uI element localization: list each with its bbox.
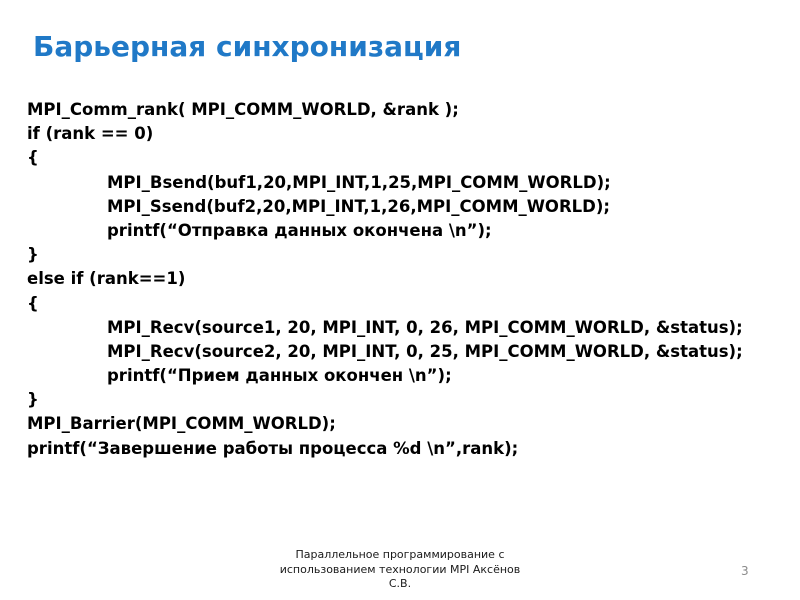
- code-line: MPI_Barrier(MPI_COMM_WORLD);: [27, 414, 336, 434]
- footer-line: использованием технологии MPI Аксёнов: [279, 562, 521, 576]
- code-line: MPI_Bsend(buf1,20,MPI_INT,1,25,MPI_COMM_WORLD);: [107, 172, 611, 192]
- code-line: MPI_Comm_rank( MPI_COMM_WORLD, &rank );: [27, 100, 459, 119]
- code-line: {: [27, 148, 39, 168]
- slide-footer: [270, 548, 530, 592]
- code-block: [27, 98, 787, 461]
- footer-line: С.В.: [388, 577, 412, 590]
- code-line: MPI_Ssend(buf2,20,MPI_INT,1,26,MPI_COMM_WORLD);: [107, 196, 611, 216]
- code-line: MPI_Recv(source2, 20, MPI_INT, 0, 25, MPI_COMM_WORLD, &status);: [107, 341, 743, 361]
- code-line: }: [27, 245, 39, 265]
- code-line: printf(“Завершение работы процесса %d \n”,rank);: [27, 438, 519, 458]
- code-line: MPI_Recv(source1, 20, MPI_INT, 0, 26, MPI_COMM_WORLD, &status);: [107, 317, 743, 337]
- code-line: }: [27, 390, 39, 410]
- code-line: else if (rank==1): [27, 269, 186, 289]
- code-line: printf(“Прием данных окончен \n”);: [107, 366, 452, 386]
- code-line: printf(“Отправка данных окончена \n”);: [107, 220, 492, 240]
- slide-title: Барьерная синхронизация: [33, 30, 462, 63]
- footer-line: Параллельное программирование с: [295, 548, 505, 561]
- code-line: if (rank == 0): [27, 124, 154, 144]
- page-number: 3: [741, 564, 749, 578]
- code-line: {: [27, 293, 39, 313]
